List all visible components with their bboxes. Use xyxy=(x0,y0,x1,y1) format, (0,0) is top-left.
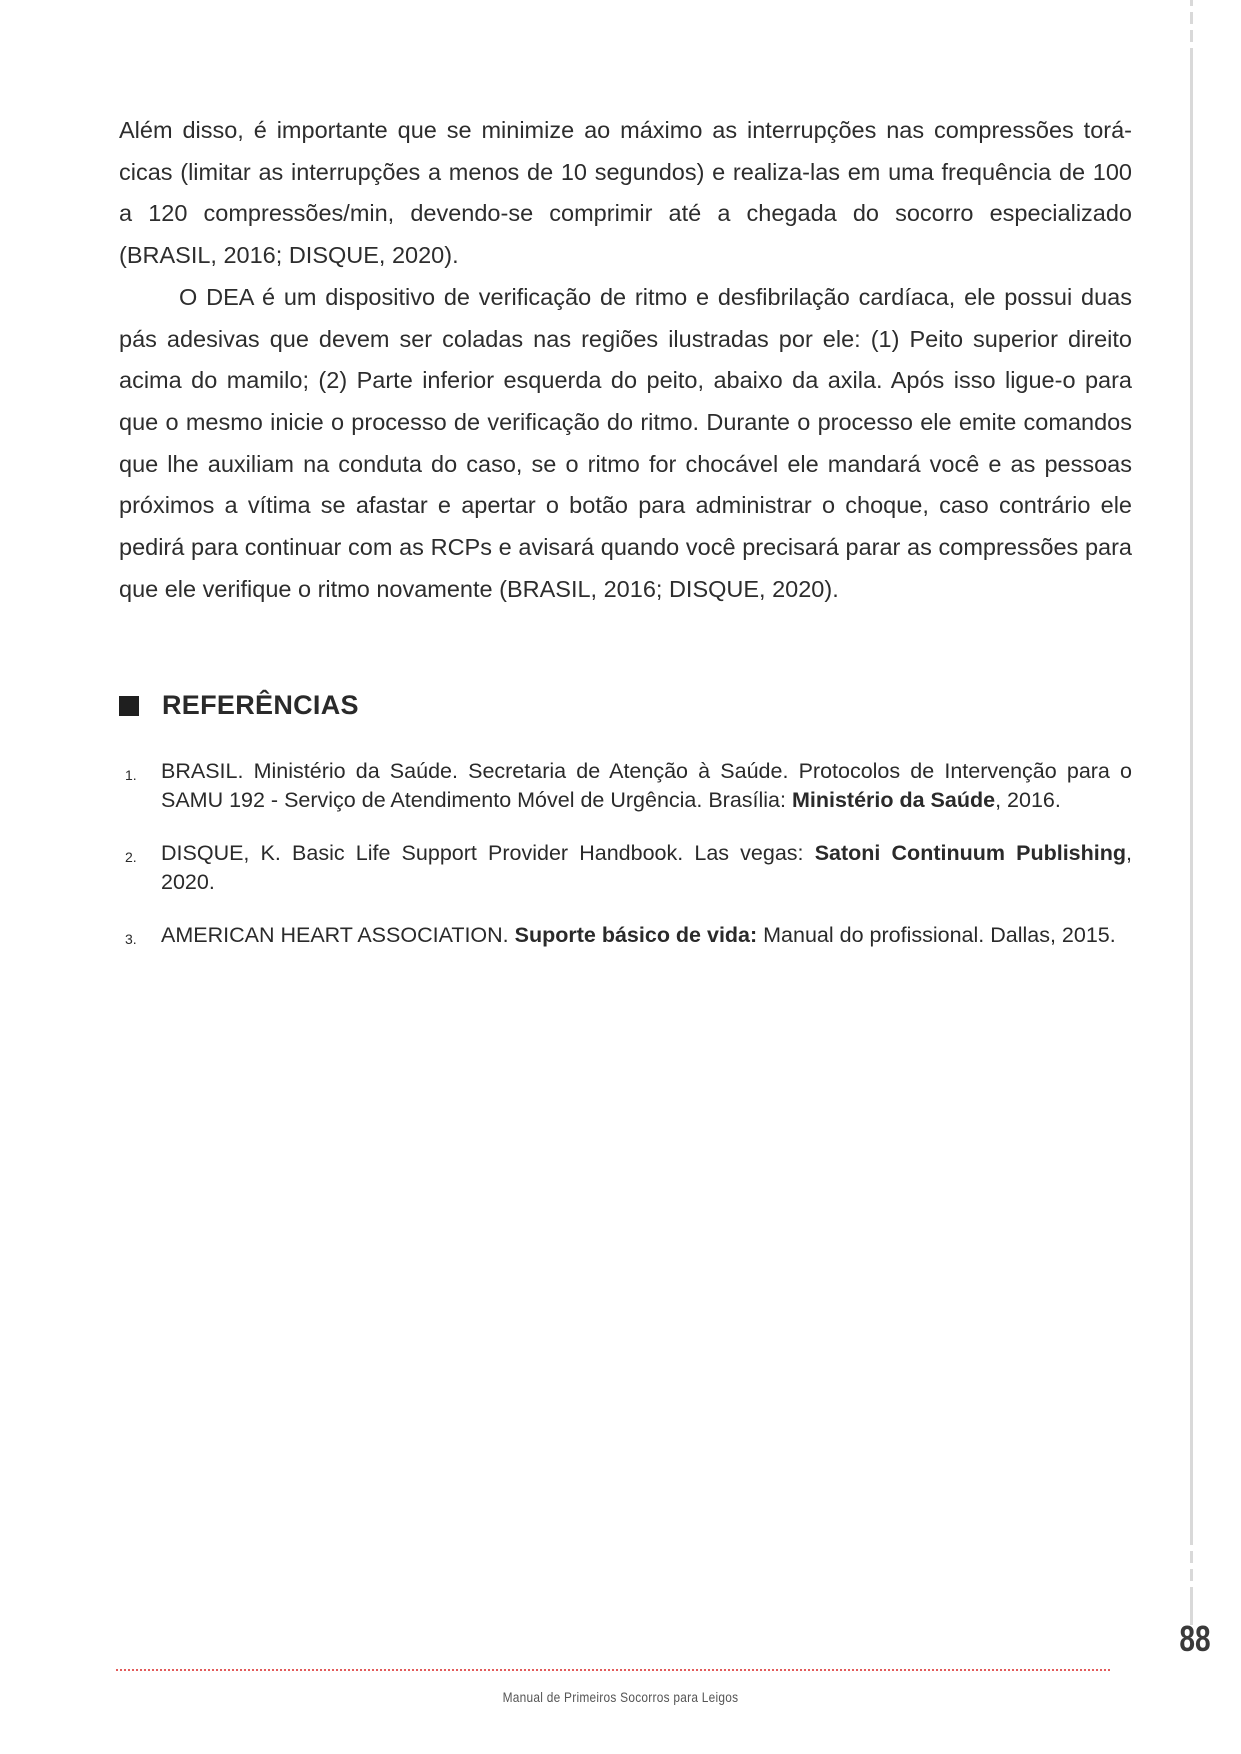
right-rule-gap xyxy=(1190,1563,1193,1569)
right-rule-gap xyxy=(1190,42,1193,48)
reference-publisher: Satoni Continuum Publishing xyxy=(814,841,1127,865)
right-rule-gap xyxy=(1190,1581,1193,1587)
reference-text-part: DISQUE, K. Basic Life Support Provider Handbook. Las vegas: xyxy=(161,841,815,865)
footer-dotted-rule xyxy=(116,1669,1110,1671)
references-heading xyxy=(119,690,359,721)
footer-book-title: Manual de Primeiros Socorros para Leigos xyxy=(502,1689,739,1705)
reference-number: 1. xyxy=(125,767,137,783)
reference-text xyxy=(161,757,1132,815)
reference-text xyxy=(161,921,1132,954)
reference-text-part: , 2016. xyxy=(995,788,1061,812)
body-text xyxy=(119,110,1132,610)
reference-text xyxy=(161,839,1132,897)
reference-item xyxy=(119,839,1132,897)
heading-square-icon xyxy=(119,696,139,716)
reference-item xyxy=(119,921,1132,954)
reference-text-part: AMERICAN HEART ASSOCIATION. xyxy=(161,923,515,947)
reference-number: 3. xyxy=(125,931,137,947)
paragraph: Além disso, é importante que se minimize ao máximo as interrupções nas compressões torá-cicas (limitar as interrupções a menos de 10 segundos) e realiza-las em uma frequência de 100 a 120 compressões/min, devendo-se comprimir até a chegada do socorro especializado (BRASIL, 2016; DISQUE, 2020). xyxy=(119,117,1132,269)
right-margin-rule xyxy=(1190,0,1193,1625)
references-list xyxy=(119,757,1132,978)
page-number: 88 xyxy=(1179,1618,1211,1659)
reference-text-part: , 2020. xyxy=(161,841,1132,894)
references-title: REFERÊNCIAS xyxy=(162,690,359,720)
paragraph: O DEA é um dispositivo de verificação de ritmo e desfibrilação cardíaca, ele possui duas pás adesivas que devem ser coladas nas regiões ilustradas por ele: (1) Peito superior direito acima do mamilo; (2) Parte inferior esquerda do peito, abaixo da axila. Após isso ligue-o para que o mesmo inicie o processo de verificação do ritmo. Durante o processo ele emite comandos que lhe auxiliam na conduta do caso, se o ritmo for chocável ele mandará você e as pessoas próximos a vítima se afastar e apertar o botão para administrar o choque, caso contrário ele pedirá para continuar com as RCPs e avisará quando você precisará parar as compressões para que ele verifique o ritmo novamente (BRASIL, 2016; DISQUE, 2020). xyxy=(119,283,1132,602)
reference-number: 2. xyxy=(125,849,137,865)
right-rule-gap xyxy=(1190,24,1193,30)
right-rule-gap xyxy=(1190,6,1193,12)
reference-item xyxy=(119,757,1132,815)
right-rule-gap xyxy=(1190,1545,1193,1551)
reference-title-bold: Suporte básico de vida: xyxy=(514,923,758,947)
reference-text-part: BRASIL. Ministério da Saúde. Secretaria de Atenção à Saúde. Protocolos de Intervenção para o SAMU 192 - Serviço de Atendimento Móvel de Urgência. Brasília: xyxy=(161,759,1132,812)
reference-text-part: Manual do profissional. Dallas, 2015. xyxy=(757,923,1116,947)
reference-publisher: Ministério da Saúde xyxy=(791,788,996,812)
